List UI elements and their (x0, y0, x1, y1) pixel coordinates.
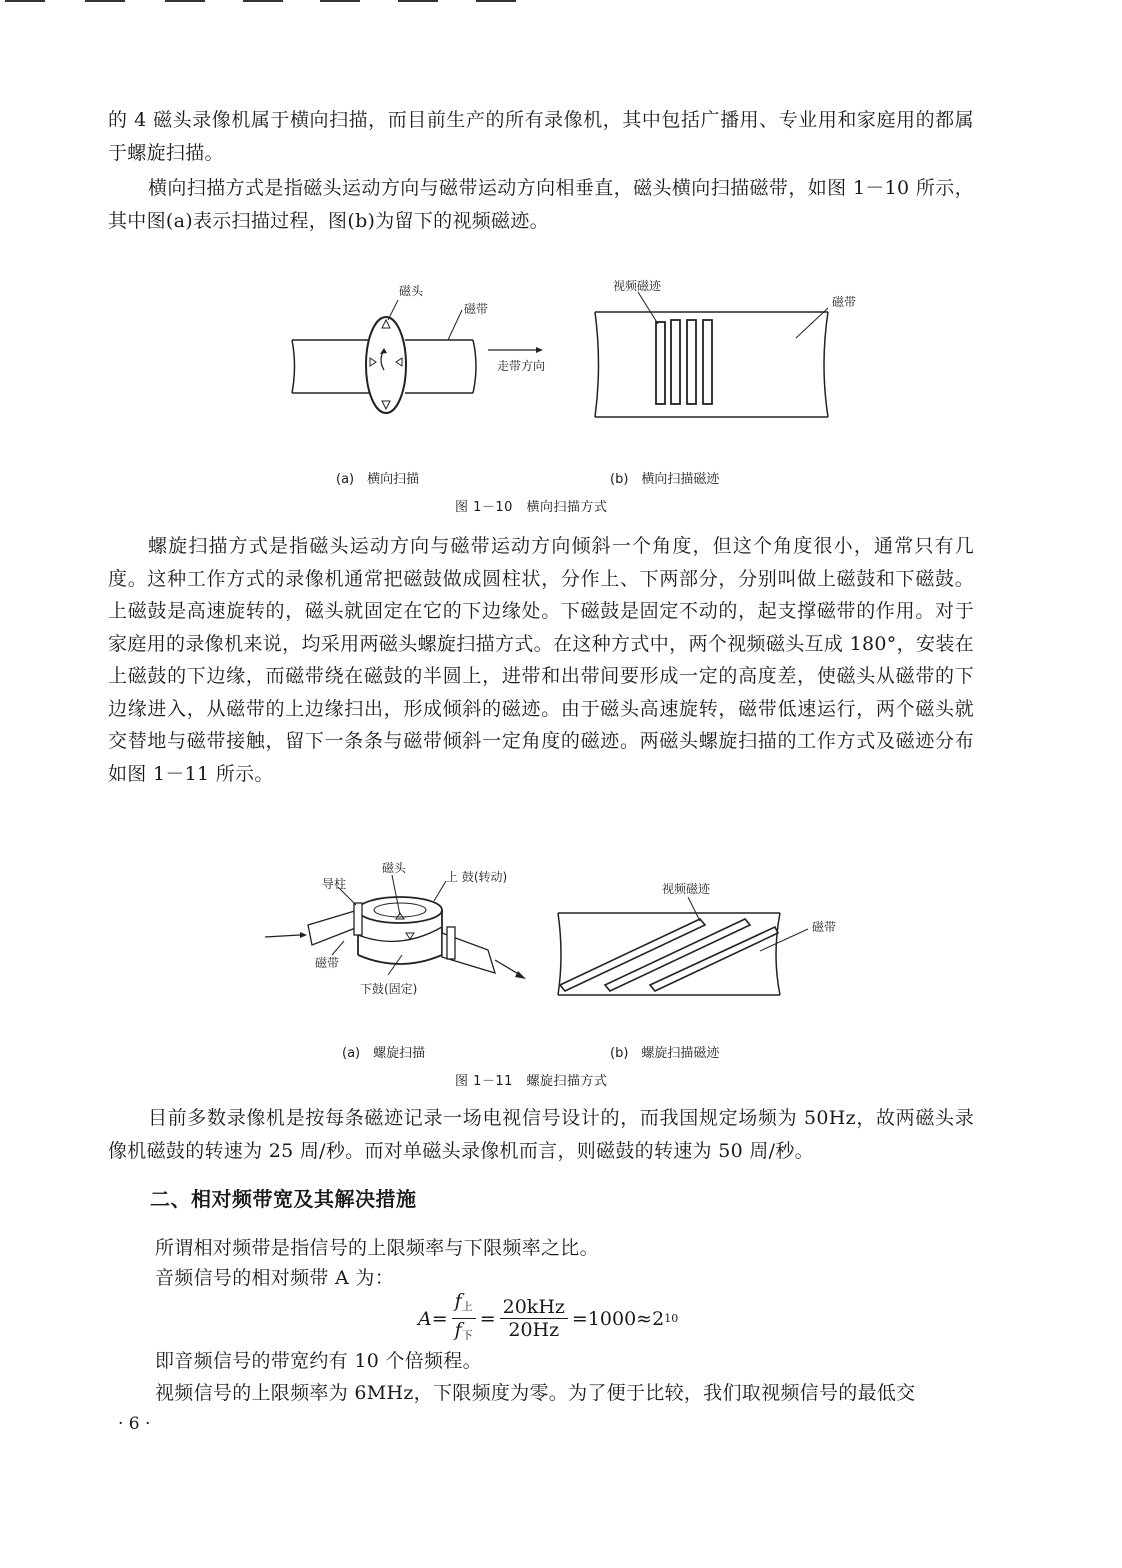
formula-equals-2: = (479, 1307, 496, 1330)
top-rule-1 (5, 0, 45, 2)
transverse-tracks-diagram (595, 292, 828, 417)
label-head: 磁头 (399, 284, 424, 298)
formula-den1-sub: 下 (461, 1329, 473, 1342)
top-rule-7 (476, 0, 516, 2)
label-tape-b: 磁带 (832, 295, 857, 309)
formula-fraction-2 (500, 1296, 568, 1341)
page-number: · 6 · (118, 1414, 151, 1434)
paragraph-1: 的 4 磁头录像机属于横向扫描，而目前生产的所有录像机，其中包括广播用、专业用和家庭用的都属于螺旋扫描。 (108, 109, 974, 164)
figure2-sub-a: (a) 螺旋扫描 (342, 1046, 426, 1061)
paragraph-4: 目前多数录像机是按每条磁迹记录一场电视信号设计的，而我国规定场频为 50Hz，故两磁头录像机磁鼓的转速为 25 周/秒。而对单磁头录像机而言，则磁鼓的转速为 50 周/秒。 (108, 1107, 974, 1162)
section-line-2: 音频信号的相对频带 A 为： (155, 1267, 395, 1289)
figure1-caption: 图 1－10 横向扫描方式 (455, 500, 608, 515)
top-rule-4 (243, 0, 283, 2)
formula-result-sup: 10 (664, 1312, 679, 1325)
label-tape-2: 磁带 (315, 956, 340, 970)
label-tape: 磁带 (464, 302, 489, 316)
helical-tracks-diagram (558, 897, 808, 995)
paragraph-3: 螺旋扫描方式是指磁头运动方向与磁带运动方向倾斜一个角度，但这个角度很小，通常只有几度。这种工作方式的录像机通常把磁鼓做成圆柱状，分作上、下两部分，分别叫做上磁鼓和下磁鼓。上磁鼓是高速旋转的，磁头就固定在它的下边缘处。下磁鼓是固定不动的，起支撑磁带的作用。对于家庭用的录像机来说，均采用两磁头螺旋扫描方式。在这种方式中，两个视频磁头互成 180°，安装在上磁鼓的下边缘，而磁带绕在磁鼓的半圆上，进带和出带间要形成一定的高度差，使磁头从磁带的下边缘进入，从磁带的上边缘扫出，形成倾斜的磁迹。由于磁头高速旋转，磁带低速运行，两个磁头就交替地与磁带接触，留下一条条与磁带倾斜一定角度的磁迹。两磁头螺旋扫描的工作方式及磁迹分布如图 1－11 所示。 (108, 535, 974, 785)
formula-den1: f (454, 1319, 462, 1341)
top-rule-6 (398, 0, 438, 2)
formula-equals-1: = (431, 1307, 448, 1330)
label-head-2: 磁头 (382, 861, 407, 875)
figure2-sub-b: (b) 螺旋扫描磁迹 (610, 1046, 720, 1061)
helical-drum-diagram (265, 875, 526, 979)
label-lower-drum: 下鼓(固定) (360, 982, 418, 996)
paragraph-2: 横向扫描方式是指磁头运动方向与磁带运动方向相垂直，磁头横向扫描磁带，如图 1－10 所示，其中图(a)表示扫描过程，图(b)为留下的视频磁迹。 (108, 177, 974, 232)
label-upper-drum: 上 鼓(转动) (446, 870, 508, 884)
top-rule-2 (85, 0, 125, 2)
label-tracks-2: 视频磁迹 (662, 882, 711, 896)
figure1-sub-a: (a) 横向扫描 (336, 472, 420, 487)
figure-transverse-scan (280, 270, 880, 430)
top-rule-3 (165, 0, 205, 2)
formula-num1: f (454, 1290, 462, 1312)
figure2-caption: 图 1－11 螺旋扫描方式 (455, 1074, 608, 1089)
formula-num1-sub: 上 (461, 1300, 473, 1313)
formula-result: 1000≈2 (587, 1307, 665, 1330)
section-line-3: 即音频信号的带宽约有 10 个倍频程。 (155, 1350, 482, 1372)
relative-band-formula (418, 1290, 678, 1347)
label-guide: 导柱 (322, 877, 347, 891)
label-direction: 走带方向 (497, 359, 546, 373)
formula-equals-3: = (571, 1307, 588, 1330)
section-line-4: 视频信号的上限频率为 6MHz，下限频度为零。为了便于比较，我们取视频信号的最低交 (155, 1382, 916, 1404)
formula-den2: 20Hz (508, 1319, 560, 1341)
label-tracks: 视频磁迹 (613, 279, 662, 293)
section-heading: 二、相对频带宽及其解决措施 (150, 1187, 417, 1211)
transverse-tape-diagram (292, 300, 546, 413)
formula-fraction-1 (452, 1290, 476, 1347)
section-line-1: 所谓相对频带是指信号的上限频率与下限频率之比。 (155, 1237, 599, 1259)
figure-helical-scan (260, 855, 880, 1005)
figure1-sub-b: (b) 横向扫描磁迹 (610, 472, 720, 487)
formula-num2: 20kHz (500, 1296, 568, 1319)
formula-lhs: A (418, 1307, 432, 1330)
top-rule-5 (320, 0, 360, 2)
label-tape-b-2: 磁带 (812, 920, 837, 934)
